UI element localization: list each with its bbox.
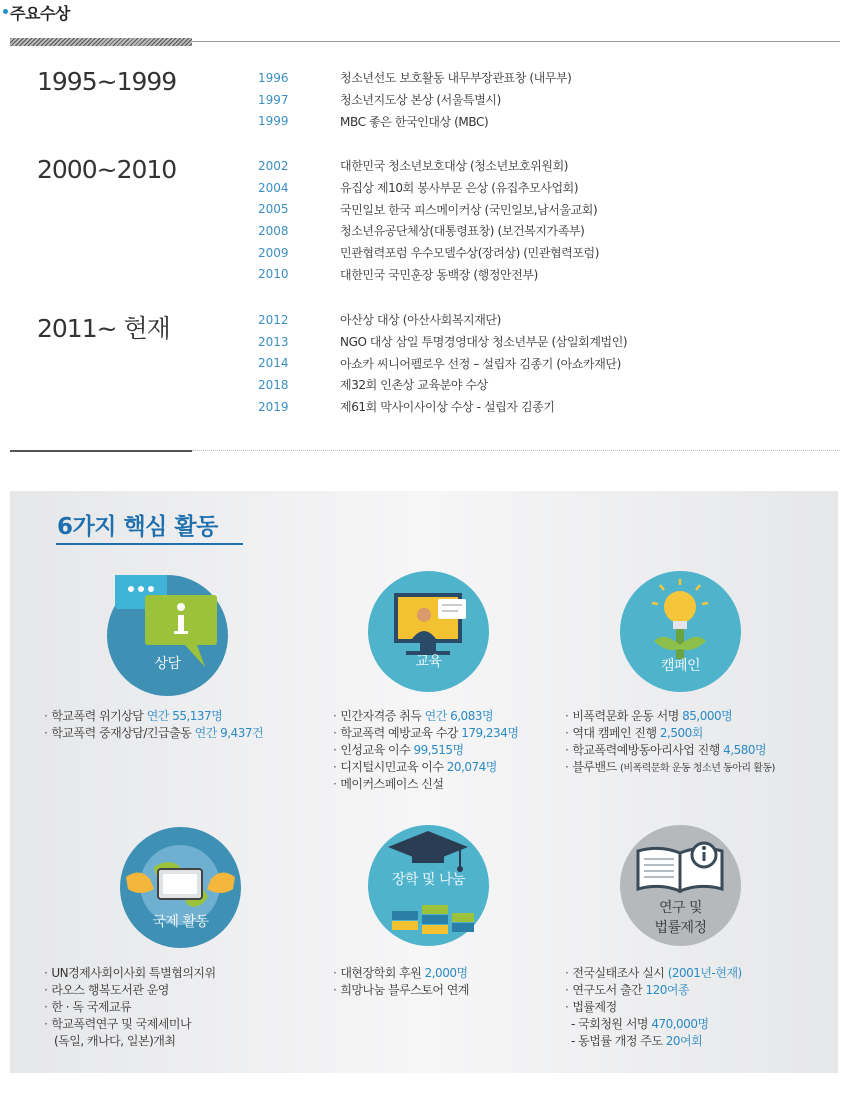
list-item: · 메이커스페이스 신설 [333, 777, 444, 791]
award-text: 유집상 제10회 봉사부문 은상 (유집추모사업회) [340, 181, 579, 196]
activity-research [620, 825, 741, 946]
award-year: 2009 [258, 245, 289, 260]
award-text: 청소년유공단체상(대통령표창) (보건복지가족부) [340, 224, 585, 239]
activity-label: 연구 및 [658, 900, 703, 916]
award-text: 국민일보 한국 피스메이커상 (국민일보,남서울교회) [340, 202, 598, 217]
list-item: - 동법률 개정 주도 20여회 [571, 1034, 703, 1048]
award-text: 민관협력포럼 우수모델수상(장려상) (민관협력포럼) [340, 246, 599, 261]
award-item [258, 198, 599, 220]
list-item: (독일, 캐나다, 일본)개최 [54, 1034, 176, 1048]
campaign-description [565, 707, 775, 775]
award-list-3 [258, 309, 627, 417]
header-divider-dark [10, 38, 192, 46]
bullet-icon [3, 9, 8, 14]
international-description [44, 964, 216, 1049]
activities-panel [10, 491, 838, 1073]
award-year: 2002 [258, 158, 289, 173]
activity-education [368, 571, 489, 692]
activity-label: 상담 [154, 656, 181, 672]
award-year: 1997 [258, 92, 289, 107]
activity-label: 교육 [415, 654, 442, 670]
award-item [258, 309, 627, 331]
list-item: - 국회청원 서명 470,000명 [571, 1017, 709, 1031]
list-item: · UN경제사회이사회 특별협의지위 [44, 966, 216, 980]
award-text: 아쇼카 씨니어펠로우 선정 – 설립자 김종기 (아쇼카재단) [340, 356, 621, 371]
activity-international [120, 827, 241, 948]
award-item [258, 331, 627, 353]
period-label-2: 2000~2010 [37, 155, 177, 184]
award-item [258, 263, 599, 285]
award-year: 2012 [258, 312, 289, 327]
research-description [565, 964, 742, 1049]
award-year: 2005 [258, 202, 289, 217]
list-item: · 블루밴드 (비폭력문화 운동 청소년 동아리 활동) [565, 760, 775, 774]
award-item [258, 177, 599, 199]
award-year: 1999 [258, 114, 289, 129]
list-item: · 인성교육 이수 99,515명 [333, 743, 464, 757]
award-item [258, 155, 599, 177]
list-item: · 비폭력문화 운동 서명 85,000명 [565, 709, 733, 723]
award-item [258, 374, 627, 396]
award-year: 2004 [258, 180, 289, 195]
award-year: 2019 [258, 399, 289, 414]
education-icon [368, 571, 489, 692]
list-item: · 대현장학회 후원 2,000명 [333, 966, 468, 980]
award-item [258, 110, 571, 132]
award-text: 청소년지도상 본상 (서울특별시) [340, 93, 501, 108]
award-list-2 [258, 155, 599, 285]
award-year: 2008 [258, 223, 289, 238]
award-item [258, 67, 571, 89]
award-year: 2010 [258, 267, 289, 282]
list-item: · 학교폭력연구 및 국제세미나 [44, 1017, 192, 1031]
list-item: · 학교폭력 예방교육 수강 179,234명 [333, 726, 519, 740]
list-item: · 전국실태조사 실시 (2001년-현재) [565, 966, 742, 980]
award-item [258, 352, 627, 374]
panel-title-underline [56, 543, 243, 545]
activity-counseling [107, 575, 228, 696]
award-text: 제32회 인촌상 교육분야 수상 [340, 378, 488, 393]
list-item: · 역대 캠페인 진행 2,500회 [565, 726, 703, 740]
award-item [258, 220, 599, 242]
footer-divider-dark [10, 450, 192, 452]
activity-label: 장학 및 나눔 [391, 872, 466, 888]
award-year: 2013 [258, 334, 289, 349]
list-item: · 민간자격증 취득 연간 6,083명 [333, 709, 494, 723]
award-text: 대한민국 국민훈장 동백장 (행정안전부) [340, 267, 538, 282]
header-divider-light [192, 41, 840, 42]
award-text: MBC 좋은 한국인대상 (MBC) [340, 114, 489, 129]
activity-scholarship [368, 825, 489, 946]
award-item [258, 396, 627, 418]
activity-label: 국제 활동 [152, 914, 209, 930]
award-year: 2014 [258, 356, 289, 371]
scholarship-description [333, 964, 469, 998]
award-text: NGO 대상 삼일 투명경영대상 청소년부문 (삼일회계법인) [340, 335, 628, 350]
award-list-1 [258, 67, 571, 132]
footer-divider-light [192, 450, 840, 451]
list-item: · 희망나눔 블루스토어 연계 [333, 983, 469, 997]
award-item [258, 242, 599, 264]
award-year: 2018 [258, 377, 289, 392]
counseling-description [44, 707, 263, 741]
awards-section-header [0, 0, 850, 50]
list-item: · 라오스 행복도서관 운영 [44, 983, 169, 997]
award-text: 아산상 대상 (아산사회복지재단) [340, 313, 501, 328]
activity-campaign [620, 571, 741, 692]
award-item [258, 89, 571, 111]
list-item: · 학교폭력 중재상담/긴급출동 연간 9,437건 [44, 726, 264, 740]
list-item: · 연구도서 출간 120여종 [565, 983, 690, 997]
award-year: 1996 [258, 70, 289, 85]
period-label-3: 2011~ 현재 [37, 314, 170, 343]
award-text: 제61회 막사이사이상 수상 - 설립자 김종기 [340, 400, 555, 415]
period-label-1: 1995~1999 [37, 67, 177, 96]
counseling-icon [107, 575, 228, 696]
list-item: · 학교폭력예방동아리사업 진행 4,580명 [565, 743, 767, 757]
list-item: · 법률제정 [565, 1000, 617, 1014]
list-item: · 디지털시민교육 이수 20,074명 [333, 760, 497, 774]
activity-label-line2: 법률제정 [654, 920, 707, 936]
section-title: 주요수상 [10, 4, 70, 23]
award-text: 대한민국 청소년보호대상 (청소년보호위원회) [340, 159, 569, 174]
activity-label: 캠페인 [660, 658, 701, 674]
list-item: · 한 · 독 국제교류 [44, 1000, 132, 1014]
award-text: 청소년선도 보호활동 내무부장관표창 (내무부) [340, 71, 572, 86]
education-description [333, 707, 518, 792]
list-item: · 학교폭력 위기상담 연간 55,137명 [44, 709, 223, 723]
panel-title: 6가지 핵심 활동 [57, 514, 218, 540]
